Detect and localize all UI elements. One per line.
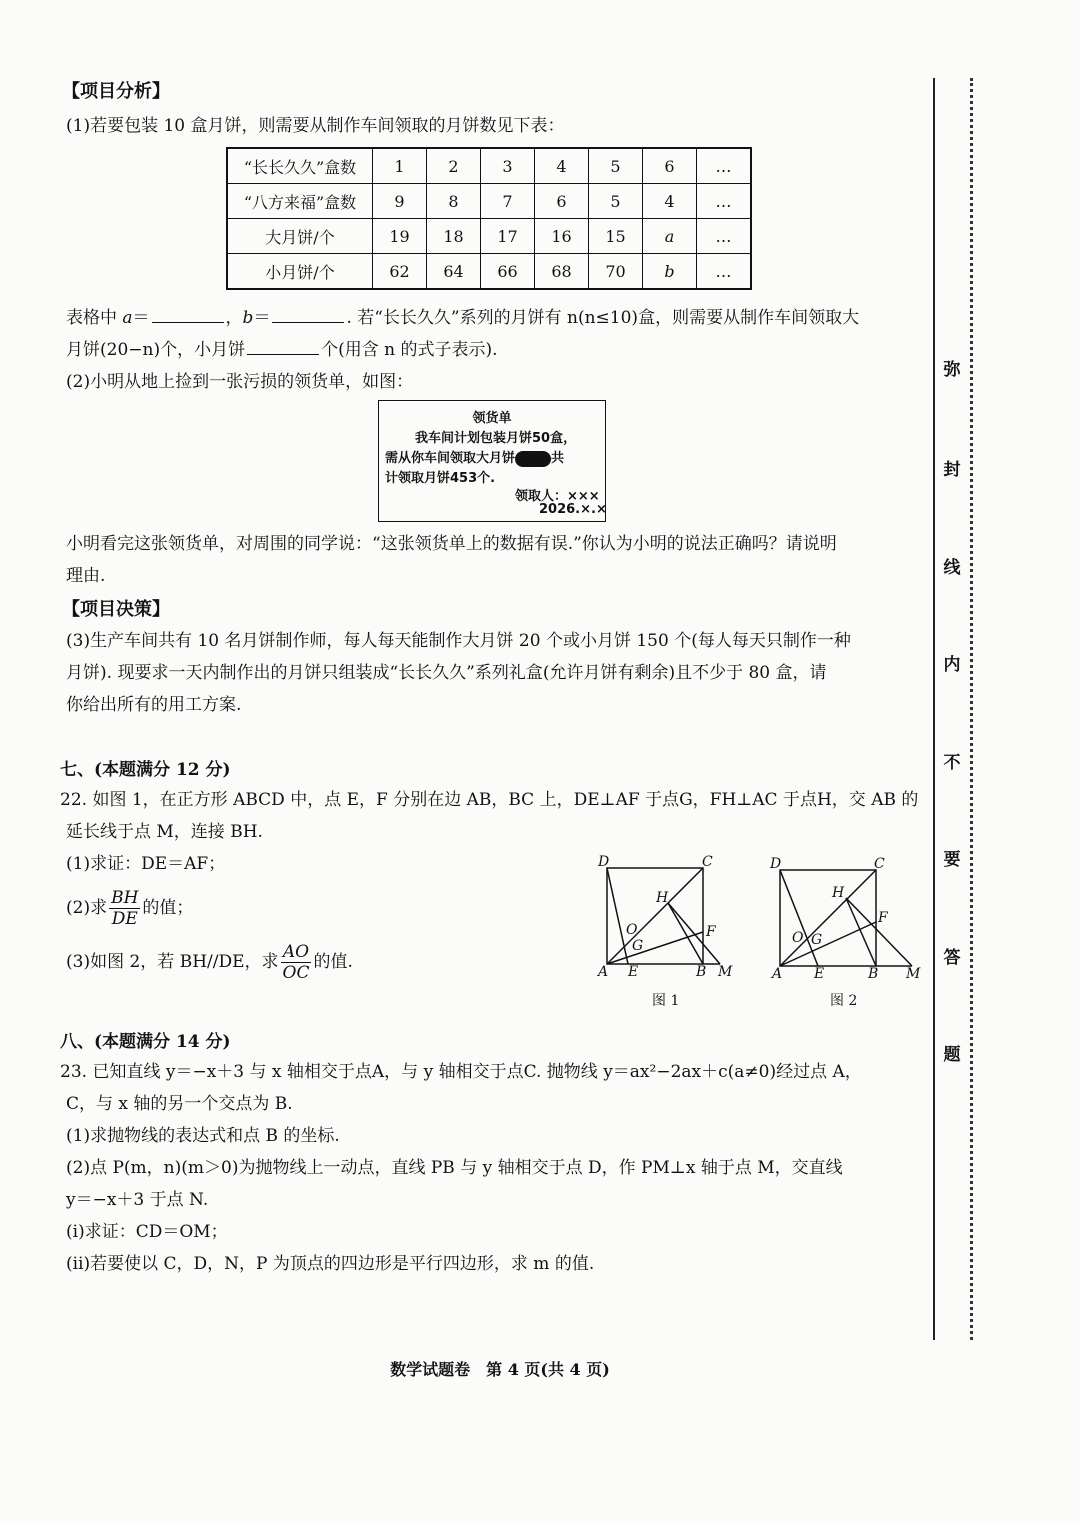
table-cell: 5: [589, 148, 643, 184]
table-cell: 19: [373, 219, 427, 254]
label-c: C: [702, 854, 713, 870]
q23-part2-line1: (2)点 P(m，n)(m＞0)为抛物线上一动点，直线 PB 与 y 轴相交于点 D，作 PM⊥x 轴于点 M，交直线: [66, 1158, 843, 1178]
label-f: F: [878, 910, 888, 926]
row-header: “八方来福”盒数: [227, 184, 373, 219]
row-header: “长长久久”盒数: [227, 148, 373, 184]
label-m: M: [718, 964, 733, 980]
section-heading-analysis: 【项目分析】: [62, 81, 170, 102]
label-b: B: [868, 966, 879, 982]
label-m: M: [906, 966, 921, 982]
q2-line1: 小明看完这张领货单，对周围的同学说：“这张领货单上的数据有误.”你认为小明的说法正确吗？请说明: [66, 534, 837, 554]
q23-part1: (1)求抛物线的表达式和点 B 的坐标.: [66, 1126, 340, 1146]
table-cell: 8: [427, 184, 481, 219]
fraction-num: AO: [281, 942, 312, 963]
margin-char: 答: [943, 948, 961, 968]
row-header: 大月饼/个: [227, 219, 373, 254]
answer-blank-a[interactable]: [152, 321, 224, 323]
label-h: H: [832, 885, 845, 901]
label-h: H: [656, 890, 669, 906]
receipt-image: [378, 400, 606, 522]
receipt-title: 领货单: [472, 411, 512, 426]
diagonal-ac: [780, 870, 876, 966]
section-heading-decision: 【项目决策】: [62, 599, 170, 620]
table-cell: 6: [643, 148, 697, 184]
eq-sign: ＝: [253, 308, 271, 328]
q1-text-a: 表格中: [66, 308, 123, 328]
margin-dotted-line: [970, 78, 973, 1340]
receipt-line3: 计领取月饼453个.: [385, 471, 496, 486]
q22-line2: 延长线于点 M，连接 BH.: [66, 822, 263, 842]
table-cell: a: [643, 219, 697, 254]
table-cell: b: [643, 254, 697, 290]
q23-line2: C，与 x 轴的另一个交点为 B.: [66, 1094, 293, 1114]
margin-char: 线: [943, 558, 961, 578]
segment-bh: [846, 898, 876, 966]
q22-part3: [66, 940, 353, 984]
q22-part1: (1)求证：DE＝AF；: [66, 854, 226, 874]
table-cell: 17: [481, 219, 535, 254]
ink-stain: [515, 451, 551, 467]
margin-border-line: [933, 78, 935, 1340]
label-d: D: [770, 856, 782, 872]
receipt-line2-a: 需从你车间领取大月饼: [385, 451, 516, 466]
label-g: G: [811, 932, 823, 948]
q1-intro: (1)若要包装 10 盒月饼，则需要从制作车间领取的月饼数见下表：: [66, 116, 565, 136]
fraction-num: BH: [111, 888, 139, 908]
q22-line1: 22. 如图 1，在正方形 ABCD 中，点 E，F 分别在边 AB，BC 上，DE⊥AF 于点G，FH⊥AC 于点H，交 AB 的: [60, 790, 919, 810]
answer-blank-small[interactable]: [247, 353, 319, 355]
table-row: [227, 219, 751, 254]
receipt-line1: 我车间计划包装月饼50盒，: [415, 431, 577, 446]
margin-char: 不: [943, 753, 961, 773]
q22-part2: [66, 886, 193, 930]
table-cell: 18: [427, 219, 481, 254]
label-d: D: [598, 854, 610, 870]
answer-blank-b[interactable]: [272, 321, 344, 323]
fraction-ao-oc: [281, 942, 312, 983]
table-cell: 16: [535, 219, 589, 254]
label-e: E: [814, 966, 825, 982]
q1-line2: [66, 336, 498, 364]
table-cell: 2: [427, 148, 481, 184]
figure-1: [592, 850, 742, 1010]
table-cell: 68: [535, 254, 589, 290]
q3-line3: 你给出所有的用工方案.: [66, 695, 242, 715]
fraction-den: OC: [282, 963, 310, 983]
table-row: [227, 184, 751, 219]
q3-line2: 月饼). 现要求一天内制作出的月饼只组装成“长长久久”系列礼盒(允许月饼有剩余)且不少于 80 盒，请: [66, 663, 827, 683]
q2-line2: 理由.: [66, 566, 106, 586]
label-e: E: [628, 964, 639, 980]
eq-sign: ＝: [132, 308, 150, 328]
receipt-line2-b: 共: [551, 451, 565, 466]
label-o: O: [792, 930, 804, 946]
margin-char: 题: [943, 1045, 961, 1065]
receipt-date: 2026.×.×: [539, 502, 607, 517]
q23-part-i: (ⅰ)求证：CD＝OM；: [66, 1222, 228, 1242]
table-cell: …: [697, 219, 752, 254]
table-cell: 66: [481, 254, 535, 290]
var-b: b: [242, 308, 254, 328]
table-cell: 62: [373, 254, 427, 290]
q1-text-rest: . 若“长长久久”系列的月饼有 n(n≤10)盒，则需要从制作车间领取大: [346, 308, 860, 328]
figure-2: [764, 850, 924, 1010]
q23-line1: 23. 已知直线 y＝−x＋3 与 x 轴相交于点A，与 y 轴相交于点C. 抛物线 y＝ax²−2ax＋c(a≠0)经过点 A，: [60, 1062, 862, 1082]
table-cell: 15: [589, 219, 643, 254]
segment-de: [607, 868, 628, 964]
label-c: C: [874, 856, 885, 872]
q2-intro: (2)小明从地上捡到一张污损的领货单，如图：: [66, 372, 414, 392]
label-f: F: [706, 924, 716, 940]
q1-text-l2b: 个(用含 n 的式子表示).: [321, 340, 498, 360]
table-cell: …: [697, 254, 752, 290]
q22-part3-b: 的值.: [313, 952, 353, 972]
q1-line1: [66, 304, 859, 332]
receipt-signer: 领取人：×××: [515, 489, 600, 504]
mooncake-table: [226, 147, 752, 290]
q22-part2-b: 的值；: [142, 898, 194, 918]
table-cell: …: [697, 184, 752, 219]
comma: ，: [225, 308, 243, 328]
q23-part2-line2: y＝−x＋3 于点 N.: [66, 1190, 209, 1210]
section8-heading: 八、(本题满分 14 分): [60, 1032, 231, 1052]
q22-part3-a: (3)如图 2，若 BH//DE，求: [66, 952, 279, 972]
table-cell: 5: [589, 184, 643, 219]
margin-char: 封: [943, 460, 961, 480]
var-a: a: [122, 308, 133, 328]
table-cell: 4: [643, 184, 697, 219]
table-cell: 6: [535, 184, 589, 219]
page-footer: 数学试题卷 第 4 页(共 4 页): [390, 1360, 610, 1379]
label-b: B: [696, 964, 707, 980]
row-header: 小月饼/个: [227, 254, 373, 290]
diagonal-ac: [607, 868, 703, 964]
table-cell: 9: [373, 184, 427, 219]
q1-text-l2a: 月饼(20−n)个，小月饼: [66, 340, 246, 360]
table-row: [227, 148, 751, 184]
margin-char: 内: [943, 655, 961, 675]
q23-part-ii: (ⅱ)若要使以 C，D，N，P 为顶点的四边形是平行四边形，求 m 的值.: [66, 1254, 595, 1274]
fraction-den: DE: [111, 909, 138, 929]
q22-part2-a: (2)求: [66, 898, 108, 918]
section7-heading: 七、(本题满分 12 分): [60, 760, 231, 780]
label-a: A: [772, 966, 783, 982]
label-g: G: [632, 938, 644, 954]
margin-char: 弥: [943, 360, 961, 380]
table-cell: 7: [481, 184, 535, 219]
table-cell: 64: [427, 254, 481, 290]
margin-char: 要: [943, 850, 961, 870]
table-cell: 4: [535, 148, 589, 184]
figure-2-caption: 图 2: [830, 993, 858, 1009]
fraction-bh-de: [109, 888, 140, 929]
table-cell: 1: [373, 148, 427, 184]
table-cell: 70: [589, 254, 643, 290]
label-a: A: [598, 964, 609, 980]
table-row: [227, 254, 751, 290]
receipt-line2: [385, 447, 564, 467]
q3-line1: (3)生产车间共有 10 名月饼制作师，每人每天能制作大月饼 20 个或小月饼 150 个(每人每天只制作一种: [66, 631, 851, 651]
table-cell: 3: [481, 148, 535, 184]
figure-1-caption: 图 1: [652, 993, 680, 1009]
label-o: O: [626, 922, 638, 938]
table-cell: …: [697, 148, 752, 184]
